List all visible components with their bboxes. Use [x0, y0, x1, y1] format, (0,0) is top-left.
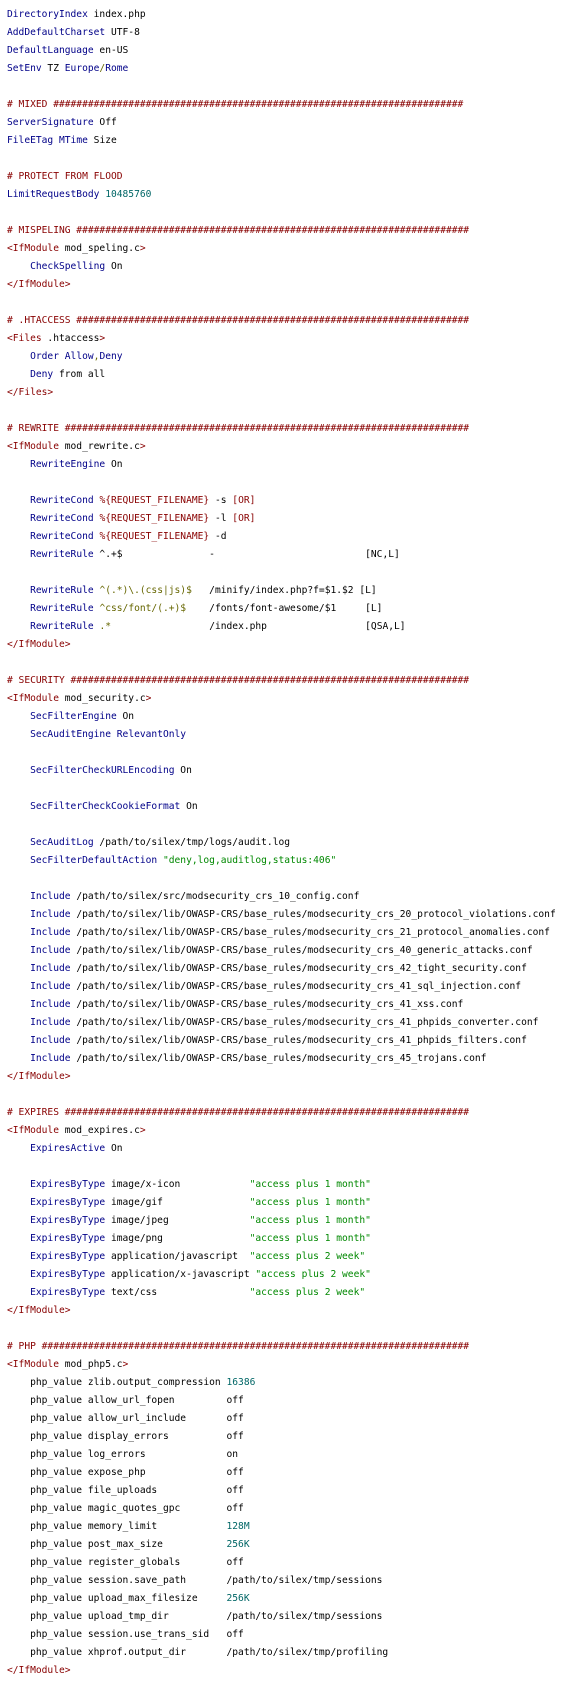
- code-token: mod_php5.c: [58, 1359, 123, 1370]
- code-line: [7, 114, 586, 132]
- code-token: "access plus 2 week": [255, 1269, 371, 1280]
- code-token: [7, 585, 30, 596]
- code-token: .htaccess: [41, 333, 100, 344]
- code-line: [7, 654, 586, 672]
- code-token: [7, 711, 30, 722]
- code-line: [7, 1518, 586, 1536]
- code-line: [7, 852, 586, 870]
- code-token: ExpiresByType: [30, 1197, 106, 1208]
- code-line: [7, 1248, 586, 1266]
- code-line: [7, 168, 586, 186]
- code-token: /path/to/silex/lib/OWASP-CRS/base_rules/modsecurity_crs_41_xss.conf: [70, 999, 464, 1010]
- code-line: [7, 1626, 586, 1644]
- code-token: # MISPELING ####################################################################: [7, 225, 470, 236]
- code-line: [7, 1266, 586, 1284]
- code-line: [7, 42, 586, 60]
- code-token: /: [99, 63, 106, 74]
- code-line: [7, 1482, 586, 1500]
- code-token: RewriteRule: [30, 549, 94, 560]
- code-token: application/javascript: [105, 1251, 250, 1262]
- code-line: [7, 978, 586, 996]
- code-token: [7, 261, 30, 272]
- code-token: /path/to/silex/lib/OWASP-CRS/base_rules/modsecurity_crs_41_phpids_converter.conf: [70, 1017, 539, 1028]
- code-line: [7, 1644, 586, 1662]
- code-token: en-US: [93, 45, 129, 56]
- code-token: image/png: [105, 1233, 250, 1244]
- code-token: [7, 945, 30, 956]
- code-token: ExpiresByType: [30, 1287, 106, 1298]
- code-token: [7, 963, 30, 974]
- code-line: [7, 1230, 586, 1248]
- code-token: <IfModule: [7, 693, 59, 704]
- code-line: [7, 960, 586, 978]
- code-token: "deny,log,auditlog,status:406": [162, 855, 337, 866]
- code-token: RewriteRule: [30, 621, 94, 632]
- code-token: /path/to/silex/lib/OWASP-CRS/base_rules/modsecurity_crs_41_sql_injection.conf: [70, 981, 522, 992]
- code-line: [7, 1590, 586, 1608]
- code-line: [7, 222, 586, 240]
- code-line: [7, 1536, 586, 1554]
- code-line: [7, 690, 586, 708]
- code-token: ExpiresByType: [30, 1233, 106, 1244]
- code-token: mod_speling.c: [58, 243, 140, 254]
- code-token: # MIXED #######################################################################: [7, 99, 464, 110]
- code-token: ExpiresByType: [30, 1251, 106, 1262]
- code-token: </IfModule>: [7, 279, 71, 290]
- code-token: >: [139, 243, 146, 254]
- code-line: [7, 1320, 586, 1338]
- code-token: RewriteRule: [30, 603, 94, 614]
- code-token: [7, 981, 30, 992]
- code-token: On: [116, 711, 135, 722]
- code-token: php_value session.save_path /path/to/silex/tmp/sessions: [7, 1575, 383, 1586]
- code-token: "access plus 2 week": [249, 1287, 366, 1298]
- code-line: [7, 834, 586, 852]
- code-line: [7, 1032, 586, 1050]
- code-token: from all: [53, 369, 106, 380]
- code-token: mod_security.c: [58, 693, 146, 704]
- code-token: <IfModule: [7, 1125, 59, 1136]
- code-token: 256K: [226, 1593, 250, 1604]
- code-token: [7, 1053, 30, 1064]
- code-token: 10485760: [105, 189, 152, 200]
- code-token: [7, 1197, 30, 1208]
- code-line: [7, 150, 586, 168]
- code-token: UTF-8: [105, 27, 140, 38]
- code-line: [7, 528, 586, 546]
- code-line: [7, 1338, 586, 1356]
- code-line: [7, 1392, 586, 1410]
- code-line: [7, 1428, 586, 1446]
- code-token: /path/to/silex/lib/OWASP-CRS/base_rules/modsecurity_crs_45_trojans.conf: [70, 1053, 487, 1064]
- code-token: [7, 801, 30, 812]
- code-token: text/css: [105, 1287, 250, 1298]
- code-line: [7, 1122, 586, 1140]
- code-line: [7, 1104, 586, 1122]
- code-token: SecFilterCheckURLEncoding: [30, 765, 175, 776]
- code-token: On: [105, 261, 123, 272]
- code-token: # REWRITE ######################################################################: [7, 423, 470, 434]
- code-line: [7, 636, 586, 654]
- code-token: [7, 1233, 30, 1244]
- code-token: application/x-javascript: [105, 1269, 256, 1280]
- code-line: [7, 1356, 586, 1374]
- code-token: [7, 1035, 30, 1046]
- code-line: [7, 330, 586, 348]
- code-token: "access plus 1 month": [249, 1215, 371, 1226]
- code-token: %{REQUEST_FILENAME}: [99, 495, 210, 506]
- code-line: [7, 672, 586, 690]
- code-token: RewriteEngine: [30, 459, 106, 470]
- code-token: FileETag: [7, 135, 54, 146]
- code-token: php_value memory_limit: [7, 1521, 227, 1532]
- code-line: [7, 276, 586, 294]
- code-token: image/x-icon: [105, 1179, 250, 1190]
- code-token: /path/to/silex/lib/OWASP-CRS/base_rules/modsecurity_crs_40_generic_attacks.conf: [70, 945, 533, 956]
- code-line: [7, 744, 586, 762]
- code-line: [7, 1500, 586, 1518]
- code-token: ExpiresByType: [30, 1179, 106, 1190]
- code-token: On: [174, 765, 192, 776]
- code-line: [7, 1572, 586, 1590]
- code-line: [7, 1284, 586, 1302]
- code-line: [7, 708, 586, 726]
- code-token: # .HTACCESS ####################################################################: [7, 315, 470, 326]
- code-token: RewriteCond: [30, 513, 94, 524]
- code-token: SetEnv: [7, 63, 42, 74]
- code-line: [7, 438, 586, 456]
- code-line: [7, 474, 586, 492]
- code-line: [7, 1608, 586, 1626]
- code-token: .*: [99, 621, 111, 632]
- code-line: [7, 492, 586, 510]
- code-token: Deny: [99, 351, 123, 362]
- code-token: On: [105, 1143, 123, 1154]
- code-token: Order: [30, 351, 59, 362]
- code-token: [7, 855, 30, 866]
- code-token: Off: [93, 117, 117, 128]
- code-token: php_value zlib.output_compression: [7, 1377, 227, 1388]
- code-token: Europe: [64, 63, 100, 74]
- code-token: [7, 765, 30, 776]
- code-line: [7, 456, 586, 474]
- code-line: [7, 24, 586, 42]
- code-line: [7, 888, 586, 906]
- code-token: [7, 1269, 30, 1280]
- code-token: Rome: [105, 63, 129, 74]
- code-token: -l: [209, 513, 233, 524]
- code-line: [7, 1446, 586, 1464]
- code-line: [7, 1554, 586, 1572]
- code-token: [7, 999, 30, 1010]
- code-line: [7, 60, 586, 78]
- code-line: [7, 1464, 586, 1482]
- code-token: php_value post_max_size: [7, 1539, 227, 1550]
- code-token: /fonts/font-awesome/$1 [L]: [186, 603, 383, 614]
- code-line: [7, 780, 586, 798]
- code-token: /path/to/silex/src/modsecurity_crs_10_config.conf: [70, 891, 360, 902]
- code-token: <IfModule: [7, 243, 59, 254]
- code-token: image/jpeg: [105, 1215, 250, 1226]
- code-token: [7, 1179, 30, 1190]
- code-token: image/gif: [105, 1197, 250, 1208]
- code-token: [7, 549, 30, 560]
- code-token: ExpiresByType: [30, 1269, 106, 1280]
- code-token: [7, 729, 30, 740]
- code-token: /path/to/silex/tmp/logs/audit.log: [93, 837, 291, 848]
- code-token: [7, 1017, 30, 1028]
- code-token: CheckSpelling: [30, 261, 106, 272]
- code-token: Include: [30, 1053, 71, 1064]
- code-token: [OR]: [232, 495, 256, 506]
- code-token: Include: [30, 981, 71, 992]
- code-token: SecFilterEngine: [30, 711, 117, 722]
- code-token: AddDefaultCharset: [7, 27, 106, 38]
- code-line: [7, 924, 586, 942]
- code-token: /path/to/silex/lib/OWASP-CRS/base_rules/modsecurity_crs_21_protocol_anomalies.conf: [70, 927, 550, 938]
- code-token: Include: [30, 927, 71, 938]
- code-line: [7, 726, 586, 744]
- code-token: php_value xhprof.output_dir /path/to/silex/tmp/profiling: [7, 1647, 389, 1658]
- code-line: [7, 186, 586, 204]
- code-token: [7, 459, 30, 470]
- code-line: [7, 96, 586, 114]
- code-token: Include: [30, 909, 71, 920]
- code-token: RelevantOnly: [116, 729, 187, 740]
- code-line: [7, 564, 586, 582]
- code-token: php_value allow_url_include off: [7, 1413, 244, 1424]
- code-token: Include: [30, 945, 71, 956]
- code-token: </IfModule>: [7, 639, 71, 650]
- code-token: [OR]: [232, 513, 256, 524]
- code-token: [7, 495, 30, 506]
- code-line: [7, 546, 586, 564]
- code-token: [7, 369, 30, 380]
- code-line: [7, 78, 586, 96]
- code-token: /path/to/silex/lib/OWASP-CRS/base_rules/modsecurity_crs_41_phpids_filters.conf: [70, 1035, 527, 1046]
- code-line: [7, 1662, 586, 1680]
- code-token: php_value file_uploads off: [7, 1485, 244, 1496]
- code-token: DirectoryIndex: [7, 9, 88, 20]
- code-token: [7, 531, 30, 542]
- code-token: "access plus 1 month": [249, 1233, 371, 1244]
- code-token: Allow: [64, 351, 94, 362]
- code-token: >: [99, 333, 106, 344]
- code-token: On: [105, 459, 123, 470]
- code-token: DefaultLanguage: [7, 45, 94, 56]
- code-token: Include: [30, 963, 71, 974]
- code-token: %{REQUEST_FILENAME}: [99, 531, 210, 542]
- code-line: [7, 1140, 586, 1158]
- code-line: [7, 600, 586, 618]
- code-line: [7, 348, 586, 366]
- code-line: [7, 1176, 586, 1194]
- code-token: ExpiresByType: [30, 1215, 106, 1226]
- code-line: [7, 240, 586, 258]
- code-line: [7, 510, 586, 528]
- code-token: >: [145, 693, 152, 704]
- code-line: [7, 762, 586, 780]
- code-line: [7, 132, 586, 150]
- code-token: 128M: [226, 1521, 250, 1532]
- code-token: [7, 837, 30, 848]
- code-token: 16386: [226, 1377, 256, 1388]
- code-token: >: [139, 441, 146, 452]
- code-token: <IfModule: [7, 441, 59, 452]
- code-token: ^(.*)\.(css|js)$: [99, 585, 192, 596]
- code-token: [7, 1215, 30, 1226]
- code-token: # SECURITY #####################################################################: [7, 675, 470, 686]
- code-line: [7, 312, 586, 330]
- code-token: php_value upload_tmp_dir /path/to/silex/tmp/sessions: [7, 1611, 383, 1622]
- code-line: [7, 582, 586, 600]
- code-token: index.php: [87, 9, 146, 20]
- code-token: SecFilterCheckCookieFormat: [30, 801, 181, 812]
- code-line: [7, 1374, 586, 1392]
- code-token: "access plus 2 week": [249, 1251, 366, 1262]
- code-token: [7, 603, 30, 614]
- code-token: Include: [30, 999, 71, 1010]
- code-token: </IfModule>: [7, 1665, 71, 1676]
- code-line: [7, 402, 586, 420]
- code-token: -d: [209, 531, 227, 542]
- code-token: </Files>: [7, 387, 54, 398]
- code-token: mod_rewrite.c: [58, 441, 140, 452]
- code-token: Include: [30, 1017, 71, 1028]
- code-token: %{REQUEST_FILENAME}: [99, 513, 210, 524]
- code-token: -s: [209, 495, 233, 506]
- code-line: [7, 294, 586, 312]
- code-token: ExpiresActive: [30, 1143, 106, 1154]
- code-token: LimitRequestBody: [7, 189, 100, 200]
- code-line: [7, 366, 586, 384]
- code-line: [7, 1014, 586, 1032]
- code-line: [7, 6, 586, 24]
- code-token: Size: [87, 135, 117, 146]
- code-line: [7, 1050, 586, 1068]
- code-line: [7, 942, 586, 960]
- code-token: php_value upload_max_filesize: [7, 1593, 227, 1604]
- code-token: SecAuditEngine: [30, 729, 111, 740]
- code-line: [7, 384, 586, 402]
- code-token: php_value expose_php off: [7, 1467, 244, 1478]
- code-token: /path/to/silex/lib/OWASP-CRS/base_rules/modsecurity_crs_42_tight_security.conf: [70, 963, 527, 974]
- code-token: php_value session.use_trans_sid off: [7, 1629, 244, 1640]
- code-line: [7, 1086, 586, 1104]
- code-token: # PHP ##########################################################################: [7, 1341, 470, 1352]
- code-token: php_value register_globals off: [7, 1557, 244, 1568]
- code-token: On: [180, 801, 198, 812]
- code-token: >: [139, 1125, 146, 1136]
- code-line: [7, 1410, 586, 1428]
- code-line: [7, 1194, 586, 1212]
- code-line: [7, 618, 586, 636]
- code-token: ^.+$ - [NC,L]: [93, 549, 400, 560]
- code-token: RewriteRule: [30, 585, 94, 596]
- code-token: </IfModule>: [7, 1305, 71, 1316]
- code-token: php_value magic_quotes_gpc off: [7, 1503, 244, 1514]
- code-token: /path/to/silex/lib/OWASP-CRS/base_rules/modsecurity_crs_20_protocol_violations.conf: [70, 909, 556, 920]
- code-token: SecAuditLog: [30, 837, 94, 848]
- code-token: ServerSignature: [7, 117, 94, 128]
- code-token: ^css/font/(.+)$: [99, 603, 187, 614]
- code-token: # PROTECT FROM FLOOD: [7, 171, 123, 182]
- code-line: [7, 870, 586, 888]
- code-line: [7, 996, 586, 1014]
- code-line: [7, 798, 586, 816]
- code-token: Include: [30, 1035, 71, 1046]
- code-token: RewriteCond: [30, 531, 94, 542]
- code-token: [7, 1287, 30, 1298]
- code-token: </IfModule>: [7, 1071, 71, 1082]
- code-line: [7, 1158, 586, 1176]
- code-token: <IfModule: [7, 1359, 59, 1370]
- code-token: SecFilterDefaultAction: [30, 855, 158, 866]
- code-line: [7, 906, 586, 924]
- code-line: [7, 1212, 586, 1230]
- code-token: [7, 909, 30, 920]
- code-token: Deny: [30, 369, 54, 380]
- code-token: [7, 621, 30, 632]
- code-line: [7, 420, 586, 438]
- code-line: [7, 258, 586, 276]
- code-token: [7, 927, 30, 938]
- code-token: TZ: [41, 63, 65, 74]
- code-token: ,: [93, 351, 100, 362]
- code-token: [7, 891, 30, 902]
- code-token: [7, 1251, 30, 1262]
- code-token: >: [122, 1359, 129, 1370]
- code-token: MTime: [59, 135, 88, 146]
- code-token: php_value display_errors off: [7, 1431, 244, 1442]
- code-token: /minify/index.php?f=$1.$2 [L]: [191, 585, 377, 596]
- code-line: [7, 204, 586, 222]
- code-token: [7, 351, 30, 362]
- code-token: [7, 1143, 30, 1154]
- code-token: "access plus 1 month": [249, 1179, 371, 1190]
- code-token: mod_expires.c: [58, 1125, 140, 1136]
- code-token: /index.php [QSA,L]: [111, 621, 406, 632]
- code-token: php_value allow_url_fopen off: [7, 1395, 244, 1406]
- code-token: "access plus 1 month": [249, 1197, 371, 1208]
- code-token: RewriteCond: [30, 495, 94, 506]
- code-line: [7, 816, 586, 834]
- code-token: Include: [30, 891, 71, 902]
- code-line: [7, 1302, 586, 1320]
- code-token: 256K: [226, 1539, 250, 1550]
- code-line: [7, 1068, 586, 1086]
- code-token: <Files: [7, 333, 42, 344]
- code-token: # EXPIRES ######################################################################: [7, 1107, 470, 1118]
- code-token: php_value log_errors on: [7, 1449, 239, 1460]
- code-token: [7, 513, 30, 524]
